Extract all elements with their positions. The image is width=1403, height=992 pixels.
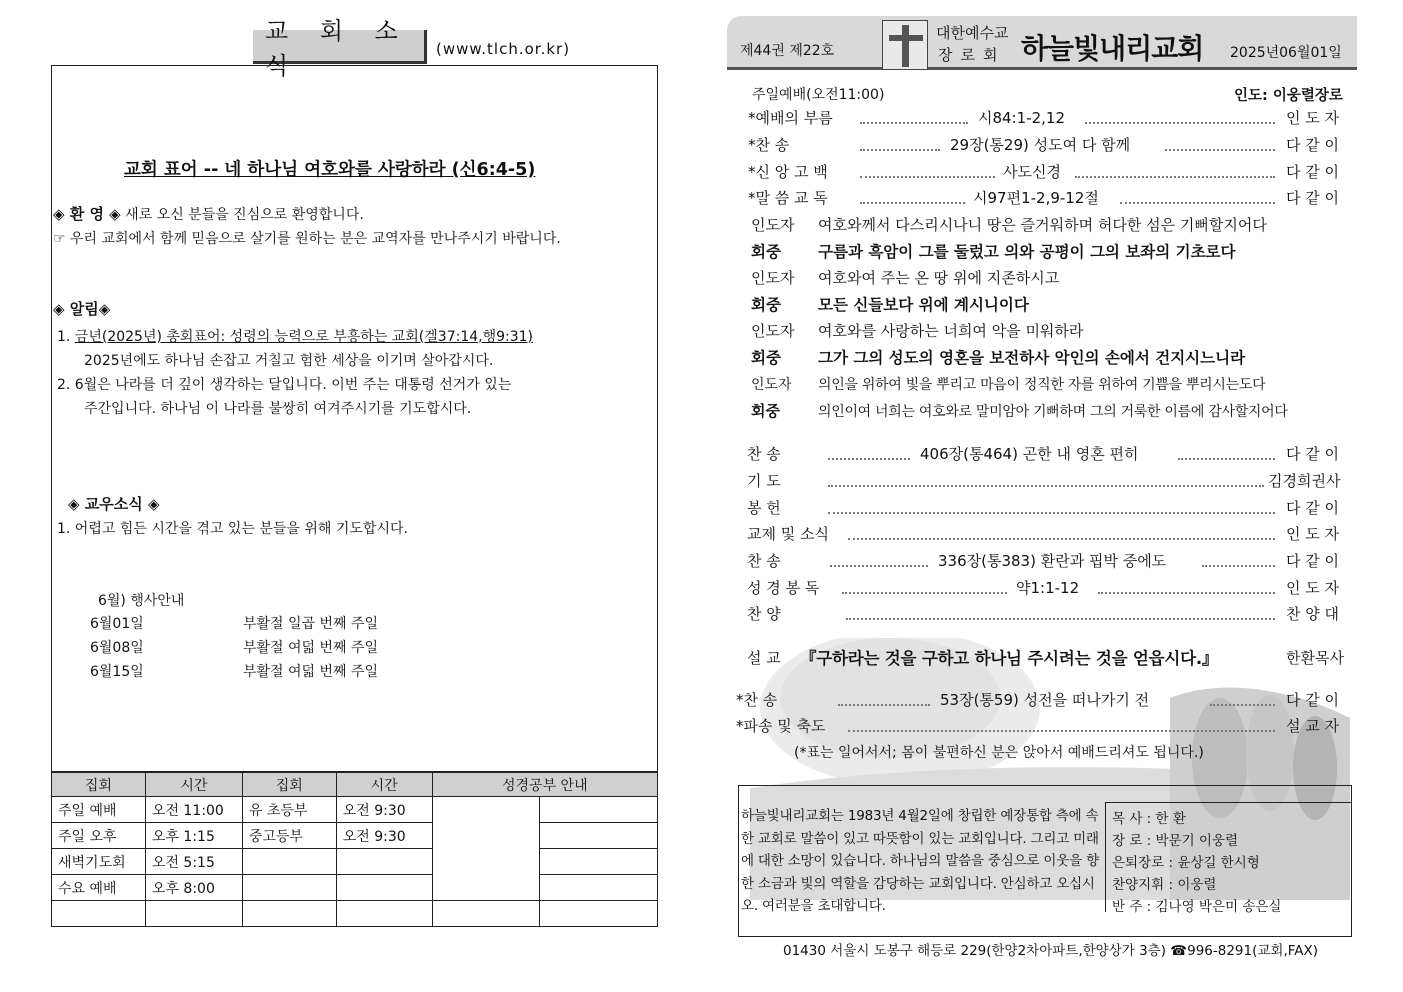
order-content: 시84:1-2,12 [978, 109, 1065, 127]
table-cell: 오전 9:30 [336, 823, 432, 849]
staff-names: 윤상길 한시형 [1177, 855, 1260, 871]
dotted-leader [848, 538, 1275, 540]
table-header: 시간 [336, 773, 432, 797]
table-cell: 오후 1:15 [145, 823, 242, 849]
dotted-leader [860, 122, 968, 124]
table-row [52, 875, 658, 901]
staff-names: 한 환 [1155, 811, 1186, 827]
staff-role: 장 로 [1112, 833, 1143, 849]
member-news-1: 1. 어렵고 힘든 시간을 겪고 있는 분들을 위해 기도합시다. [57, 521, 408, 537]
table-header: 집회 [242, 773, 336, 797]
staff-role: 목 사 [1112, 811, 1143, 827]
event-desc: 부활절 일곱 번째 주일 [243, 616, 379, 632]
table-cell: 유 초등부 [242, 797, 336, 823]
order-label: *말 씀 교 독 [748, 189, 828, 207]
order-by: 다 같 이 [1286, 499, 1340, 517]
event-date: 6월01일 [90, 616, 144, 632]
table-cell: 오전 9:30 [336, 797, 432, 823]
order-content: 406장(통464) 곤한 내 영혼 편히 [920, 445, 1139, 463]
events-heading: 6월) 행사안내 [98, 593, 185, 609]
welcome-heading: ◈ 환 영 ◈ [53, 205, 121, 223]
responsive-text: 의인이여 너희는 여호와로 말미암아 기뻐하며 그의 거룩한 이름에 감사할지어다 [818, 404, 1288, 420]
staff-role: 찬양지휘 [1112, 877, 1165, 893]
welcome-text: 새로 오신 분들을 진심으로 환영합니다. [120, 207, 364, 223]
responsive-speaker: 회중 [751, 296, 781, 314]
table-cell [242, 875, 336, 901]
table-cell: 주일 오후 [52, 823, 146, 849]
dotted-leader [1165, 149, 1275, 151]
table-cell: 오전 11:00 [145, 797, 242, 823]
table-cell: 중고등부 [242, 823, 336, 849]
volume-number: 제44권 제22호 [740, 43, 835, 59]
order-by: 김경희권사 [1268, 472, 1341, 490]
order-content: 29장(통29) 성도여 다 함께 [950, 136, 1131, 154]
responsive-text: 여호와여 주는 온 땅 위에 지존하시고 [818, 269, 1060, 287]
staff-names: 이웅렬 [1177, 877, 1217, 893]
church-name: 하늘빛내리교회 [1021, 32, 1204, 65]
table-cell [336, 901, 432, 927]
table-cell [432, 901, 540, 927]
order-by: 다 같 이 [1286, 136, 1340, 154]
dotted-leader [838, 704, 930, 706]
table-cell [336, 849, 432, 875]
responsive-text: 의인을 위하여 빛을 뿌리고 마음이 정직한 자를 위하여 기쁨을 뿌리시는도다 [818, 377, 1266, 393]
table-cell: 수요 예배 [52, 875, 146, 901]
dotted-leader [1178, 458, 1275, 460]
event-date: 6월08일 [90, 640, 144, 656]
notice-2-line1: 2. 6월은 나라를 더 깊이 생각하는 달입니다. 이번 주는 대통령 선거가 있는 [57, 377, 512, 393]
dotted-leader [1085, 122, 1275, 124]
order-content: 시97편1-2,9-12절 [973, 189, 1099, 207]
welcome-line [53, 203, 364, 224]
table-cell [242, 849, 336, 875]
table-header: 시간 [145, 773, 242, 797]
notice-heading: ◈ 알림◈ [53, 300, 111, 318]
order-by: 인 도 자 [1286, 579, 1340, 597]
staff-row: 장 로 : 박문기 이웅렬 [1112, 833, 1239, 849]
notice-2-line2: 주간입니다. 하나님 이 나라를 불쌍히 여겨주시기를 기도합시다. [84, 401, 472, 417]
staff-role: 은퇴장로 [1112, 855, 1165, 871]
table-cell [540, 849, 658, 875]
table-cell [540, 823, 658, 849]
order-by: 다 같 이 [1286, 691, 1340, 709]
order-by: 다 같 이 [1286, 163, 1340, 181]
dotted-leader [1202, 565, 1275, 567]
dotted-leader [860, 202, 965, 204]
table-cell: 오전 5:15 [145, 849, 242, 875]
notice-1-motto: 금년(2025년) 총회표어: 성령의 능력으로 부흥하는 교회(겔37:14,행9:31) [74, 329, 534, 345]
table-cell [145, 901, 242, 927]
dotted-leader [1210, 704, 1275, 706]
table-cell: 새벽기도회 [52, 849, 146, 875]
notice-1-line2: 2025년에도 하나님 손잡고 거칠고 험한 세상을 이기며 살아갑시다. [84, 353, 494, 369]
order-label: 기 도 [747, 472, 781, 490]
staff-row: 은퇴장로 : 윤상길 한시형 [1112, 855, 1260, 871]
standing-note: (*표는 일어서서; 몸이 불편하신 분은 앉아서 예배드리셔도 됩니다.) [794, 745, 1204, 761]
table-cell [540, 901, 658, 927]
staff-role: 반 주 [1112, 899, 1143, 915]
staff-row: 찬양지휘 : 이웅렬 [1112, 877, 1217, 893]
dotted-leader [848, 730, 1275, 732]
denomination-line2: 장로회 [938, 46, 1006, 64]
order-by: 다 같 이 [1286, 552, 1340, 570]
responsive-speaker: 회중 [751, 402, 780, 420]
staff-names: 박문기 이웅렬 [1155, 833, 1239, 849]
responsive-speaker: 회중 [751, 349, 781, 367]
sermon-title: 『구하라는 것을 구하고 하나님 주시려는 것을 얻읍시다.』 [800, 649, 1219, 668]
table-row [52, 901, 658, 927]
table-cell [242, 901, 336, 927]
table-cell: 오후 8:00 [145, 875, 242, 901]
dotted-leader [842, 592, 1007, 594]
dotted-leader [1120, 202, 1275, 204]
table-header-row [52, 773, 658, 797]
order-label: *파송 및 축도 [736, 717, 826, 735]
order-label: *찬 송 [748, 136, 790, 154]
dotted-leader [828, 485, 1264, 487]
service-label: 주일예배(오전11:00) [752, 87, 885, 103]
table-row [52, 849, 658, 875]
order-label: 교제 및 소식 [747, 525, 829, 543]
table-cell [540, 875, 658, 901]
cross-logo-icon [882, 20, 928, 70]
church-about-text: 하늘빛내리교회는 1983년 4월2일에 창립한 예장통합 측에 속한 교회로 말씀이 있고 따뜻함이 있는 교회입니다. 그리고 미래에 대한 소망이 있습니다. 하나님의 말씀을 중심으로 이웃을 향한 소금과 빛의 역할을 감당하는 교회입니다. 안심하고 오십시오. 여러분을 초대합니다. [741, 808, 1099, 914]
order-label: *찬 송 [736, 691, 778, 709]
order-by: 인 도 자 [1286, 109, 1340, 127]
dotted-leader [828, 512, 1275, 514]
staff-row: 목 사 : 한 환 [1112, 811, 1186, 827]
order-label: 찬 송 [747, 552, 781, 570]
church-address: 01430 서울시 도봉구 해등로 229(한양2차아파트,한양상가 3층) ☎996-8291(교회,FAX) [783, 943, 1319, 959]
member-news-heading: ◈ 교우소식 ◈ [68, 495, 160, 513]
order-by: 다 같 이 [1286, 445, 1340, 463]
church-motto: 교회 표어 -- 네 하나님 여호와를 사랑하라 (신6:4-5) [124, 160, 536, 180]
responsive-speaker: 인도자 [751, 377, 792, 393]
dotted-leader [1075, 176, 1275, 178]
dotted-leader [830, 565, 928, 567]
order-content: 336장(통383) 환란과 핍박 중에도 [938, 552, 1167, 570]
meeting-schedule-table [51, 772, 658, 927]
responsive-text: 여호와를 사랑하는 너희여 악을 미워하라 [818, 322, 1084, 340]
responsive-speaker: 인도자 [751, 322, 795, 340]
order-label: 찬 양 [747, 605, 781, 623]
responsive-speaker: 회중 [751, 243, 781, 261]
order-content: 약1:1-12 [1016, 579, 1080, 597]
responsive-speaker: 인도자 [751, 216, 795, 234]
order-label: 찬 송 [747, 445, 781, 463]
table-header: 성경공부 안내 [432, 773, 657, 797]
sermon-label: 설 교 [747, 649, 781, 667]
staff-row: 반 주 : 김나영 박은미 송은실 [1112, 899, 1282, 915]
event-desc: 부활절 여덟 번째 주일 [243, 640, 379, 656]
table-header: 집회 [52, 773, 146, 797]
sermon-preacher: 한환목사 [1286, 649, 1344, 667]
welcome-invite: ☞ 우리 교회에서 함께 믿음으로 살기를 원하는 분은 교역자를 만나주시기 바랍니다. [53, 231, 561, 247]
dotted-leader [1098, 592, 1275, 594]
table-cell [52, 901, 146, 927]
dotted-leader [860, 176, 995, 178]
dotted-leader [860, 149, 940, 151]
responsive-text: 그가 그의 성도의 영혼을 보전하사 악인의 손에서 건지시느니라 [818, 349, 1246, 367]
order-by: 인 도 자 [1286, 525, 1340, 543]
table-row [52, 823, 658, 849]
order-label: 봉 헌 [747, 499, 781, 517]
order-label: *예배의 부름 [748, 109, 833, 127]
table-cell [540, 797, 658, 823]
denomination-line1: 대한예수교 [936, 24, 1009, 42]
dotted-leader [846, 618, 1275, 620]
order-by: 찬 양 대 [1286, 605, 1340, 623]
order-by: 다 같 이 [1286, 189, 1340, 207]
event-date: 6월15일 [90, 664, 144, 680]
bulletin-date: 2025년06월01일 [1230, 45, 1342, 61]
notice-1-prefix: 1. [57, 329, 75, 345]
notice-1 [57, 326, 533, 346]
responsive-text: 모든 신들보다 위에 계시니이다 [818, 296, 1029, 314]
table-cell [336, 875, 432, 901]
dotted-leader [828, 458, 910, 460]
table-row [52, 797, 658, 823]
responsive-speaker: 인도자 [751, 269, 795, 287]
order-label: *신 앙 고 백 [748, 163, 828, 181]
service-leader: 인도: 이웅렬장로 [1234, 88, 1343, 104]
bible-study-cell [432, 797, 540, 901]
order-label: 성 경 봉 독 [747, 579, 820, 597]
responsive-text: 구름과 흑암이 그를 둘렀고 의와 공평이 그의 보좌의 기초로다 [818, 243, 1236, 261]
responsive-text: 여호와께서 다스리시나니 땅은 즐거워하며 허다한 섬은 기뻐할지어다 [818, 216, 1267, 234]
church-news-title: 교 회 소 식 [253, 30, 427, 64]
order-by: 설 교 자 [1286, 717, 1340, 735]
order-content: 사도신경 [1003, 163, 1061, 181]
staff-names: 김나영 박은미 송은실 [1155, 899, 1282, 915]
event-desc: 부활절 여덟 번째 주일 [243, 664, 379, 680]
order-content: 53장(통59) 성전을 떠나가기 전 [940, 691, 1150, 709]
table-cell: 주일 예배 [52, 797, 146, 823]
church-url[interactable]: (www.tlch.or.kr) [436, 40, 571, 58]
